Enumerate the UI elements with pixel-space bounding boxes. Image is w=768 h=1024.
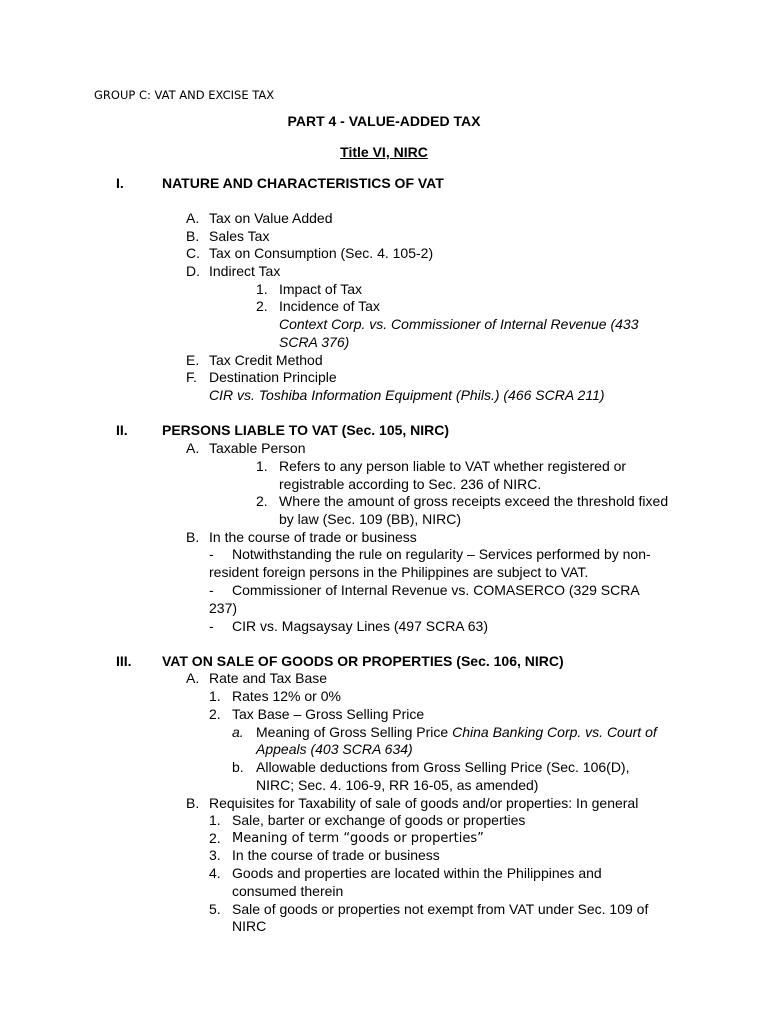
list-marker: b.: [232, 759, 244, 775]
list-marker: E.: [186, 352, 200, 368]
list-item: Impact of Tax: [279, 281, 363, 297]
case-citation: China Banking Corp. vs. Court of: [452, 724, 657, 740]
section-1-number: I.: [116, 175, 124, 191]
case-citation: SCRA 376): [279, 334, 350, 350]
part-title: PART 4 - VALUE-ADDED TAX: [287, 113, 481, 129]
list-item: Where the amount of gross receipts exceed the threshold fixed: [279, 493, 669, 509]
list-marker: B.: [186, 228, 200, 244]
list-marker: A.: [186, 210, 200, 226]
list-item: NIRC: [232, 918, 267, 934]
list-item: Tax on Consumption (Sec. 4. 105-2): [209, 245, 434, 261]
list-item: Indirect Tax: [209, 263, 281, 279]
section-2-number: II.: [116, 422, 128, 438]
list-item: Meaning of term “goods or properties”: [232, 831, 484, 846]
list-item: Tax on Value Added: [209, 210, 333, 226]
section-3-title: VAT ON SALE OF GOODS OR PROPERTIES (Sec. 106, NIRC): [162, 653, 564, 669]
list-item: Refers to any person liable to VAT whether registered or: [279, 458, 627, 474]
list-marker: 2.: [256, 298, 268, 314]
section-2-title: PERSONS LIABLE TO VAT (Sec. 105, NIRC): [162, 422, 450, 438]
list-marker: A.: [186, 670, 200, 686]
list-marker: B.: [186, 529, 200, 545]
list-item: Taxable Person: [209, 440, 306, 456]
list-marker: 4.: [209, 865, 221, 881]
list-item: Destination Principle: [209, 369, 337, 385]
list-item: [256, 724, 657, 741]
list-item: NIRC; Sec. 4. 106-9, RR 16-05, as amended): [256, 777, 539, 793]
list-marker: 5.: [209, 901, 221, 917]
list-marker: 2.: [256, 493, 268, 509]
list-item: Tax Credit Method: [209, 352, 323, 368]
section-3-number: III.: [116, 653, 132, 669]
list-marker: 1.: [256, 281, 268, 297]
list-item: 237): [209, 600, 238, 616]
list-item: Allowable deductions from Gross Selling Price (Sec. 106(D),: [256, 759, 630, 775]
dash-marker: -: [209, 546, 214, 562]
list-item: CIR vs. Magsaysay Lines (497 SCRA 63): [232, 618, 488, 634]
list-item: Goods and properties are located within the Philippines and: [232, 865, 602, 881]
subtitle: Title VI, NIRC: [340, 144, 428, 160]
list-item: consumed therein: [232, 883, 344, 899]
list-marker: 1.: [256, 458, 268, 474]
list-item: Rate and Tax Base: [209, 670, 328, 686]
case-citation: Appeals (403 SCRA 634): [256, 741, 413, 757]
list-marker: a.: [232, 724, 244, 740]
list-marker: A.: [186, 440, 200, 456]
list-marker: F.: [186, 369, 197, 385]
list-marker: B.: [186, 795, 200, 811]
list-item: Incidence of Tax: [279, 298, 380, 314]
list-item: Sale, barter or exchange of goods or properties: [232, 812, 526, 828]
list-item: resident foreign persons in the Philippines are subject to VAT.: [209, 564, 589, 580]
group-header: GROUP C: VAT AND EXCISE TAX: [94, 88, 275, 102]
list-marker: 1.: [209, 812, 221, 828]
list-marker: 2.: [209, 706, 221, 722]
list-item: Requisites for Taxability of sale of goods and/or properties: In general: [209, 795, 639, 811]
case-citation: CIR vs. Toshiba Information Equipment (Phils.) (466 SCRA 211): [209, 387, 605, 403]
list-item: In the course of trade or business: [209, 529, 417, 545]
case-citation: Context Corp. vs. Commissioner of Internal Revenue (433: [279, 316, 639, 332]
list-item: Commissioner of Internal Revenue vs. COMASERCO (329 SCRA: [232, 582, 640, 598]
list-item: by law (Sec. 109 (BB), NIRC): [279, 511, 462, 527]
list-item: Notwithstanding the rule on regularity – Services performed by non-: [232, 546, 651, 562]
list-marker: C.: [186, 245, 200, 261]
section-1-title: NATURE AND CHARACTERISTICS OF VAT: [162, 175, 444, 191]
list-item-text: Meaning of Gross Selling Price: [256, 724, 449, 740]
list-item: Tax Base – Gross Selling Price: [232, 706, 425, 722]
dash-marker: -: [209, 618, 214, 634]
list-item: Sales Tax: [209, 228, 270, 244]
list-marker: D.: [186, 263, 200, 279]
dash-marker: -: [209, 582, 214, 598]
list-item: registrable according to Sec. 236 of NIRC.: [279, 476, 542, 492]
list-marker: 3.: [209, 847, 221, 863]
list-item: In the course of trade or business: [232, 847, 440, 863]
list-item: Sale of goods or properties not exempt from VAT under Sec. 109 of: [232, 901, 649, 917]
list-item: Rates 12% or 0%: [232, 688, 341, 704]
list-marker: 2.: [209, 830, 221, 846]
list-marker: 1.: [209, 688, 221, 704]
